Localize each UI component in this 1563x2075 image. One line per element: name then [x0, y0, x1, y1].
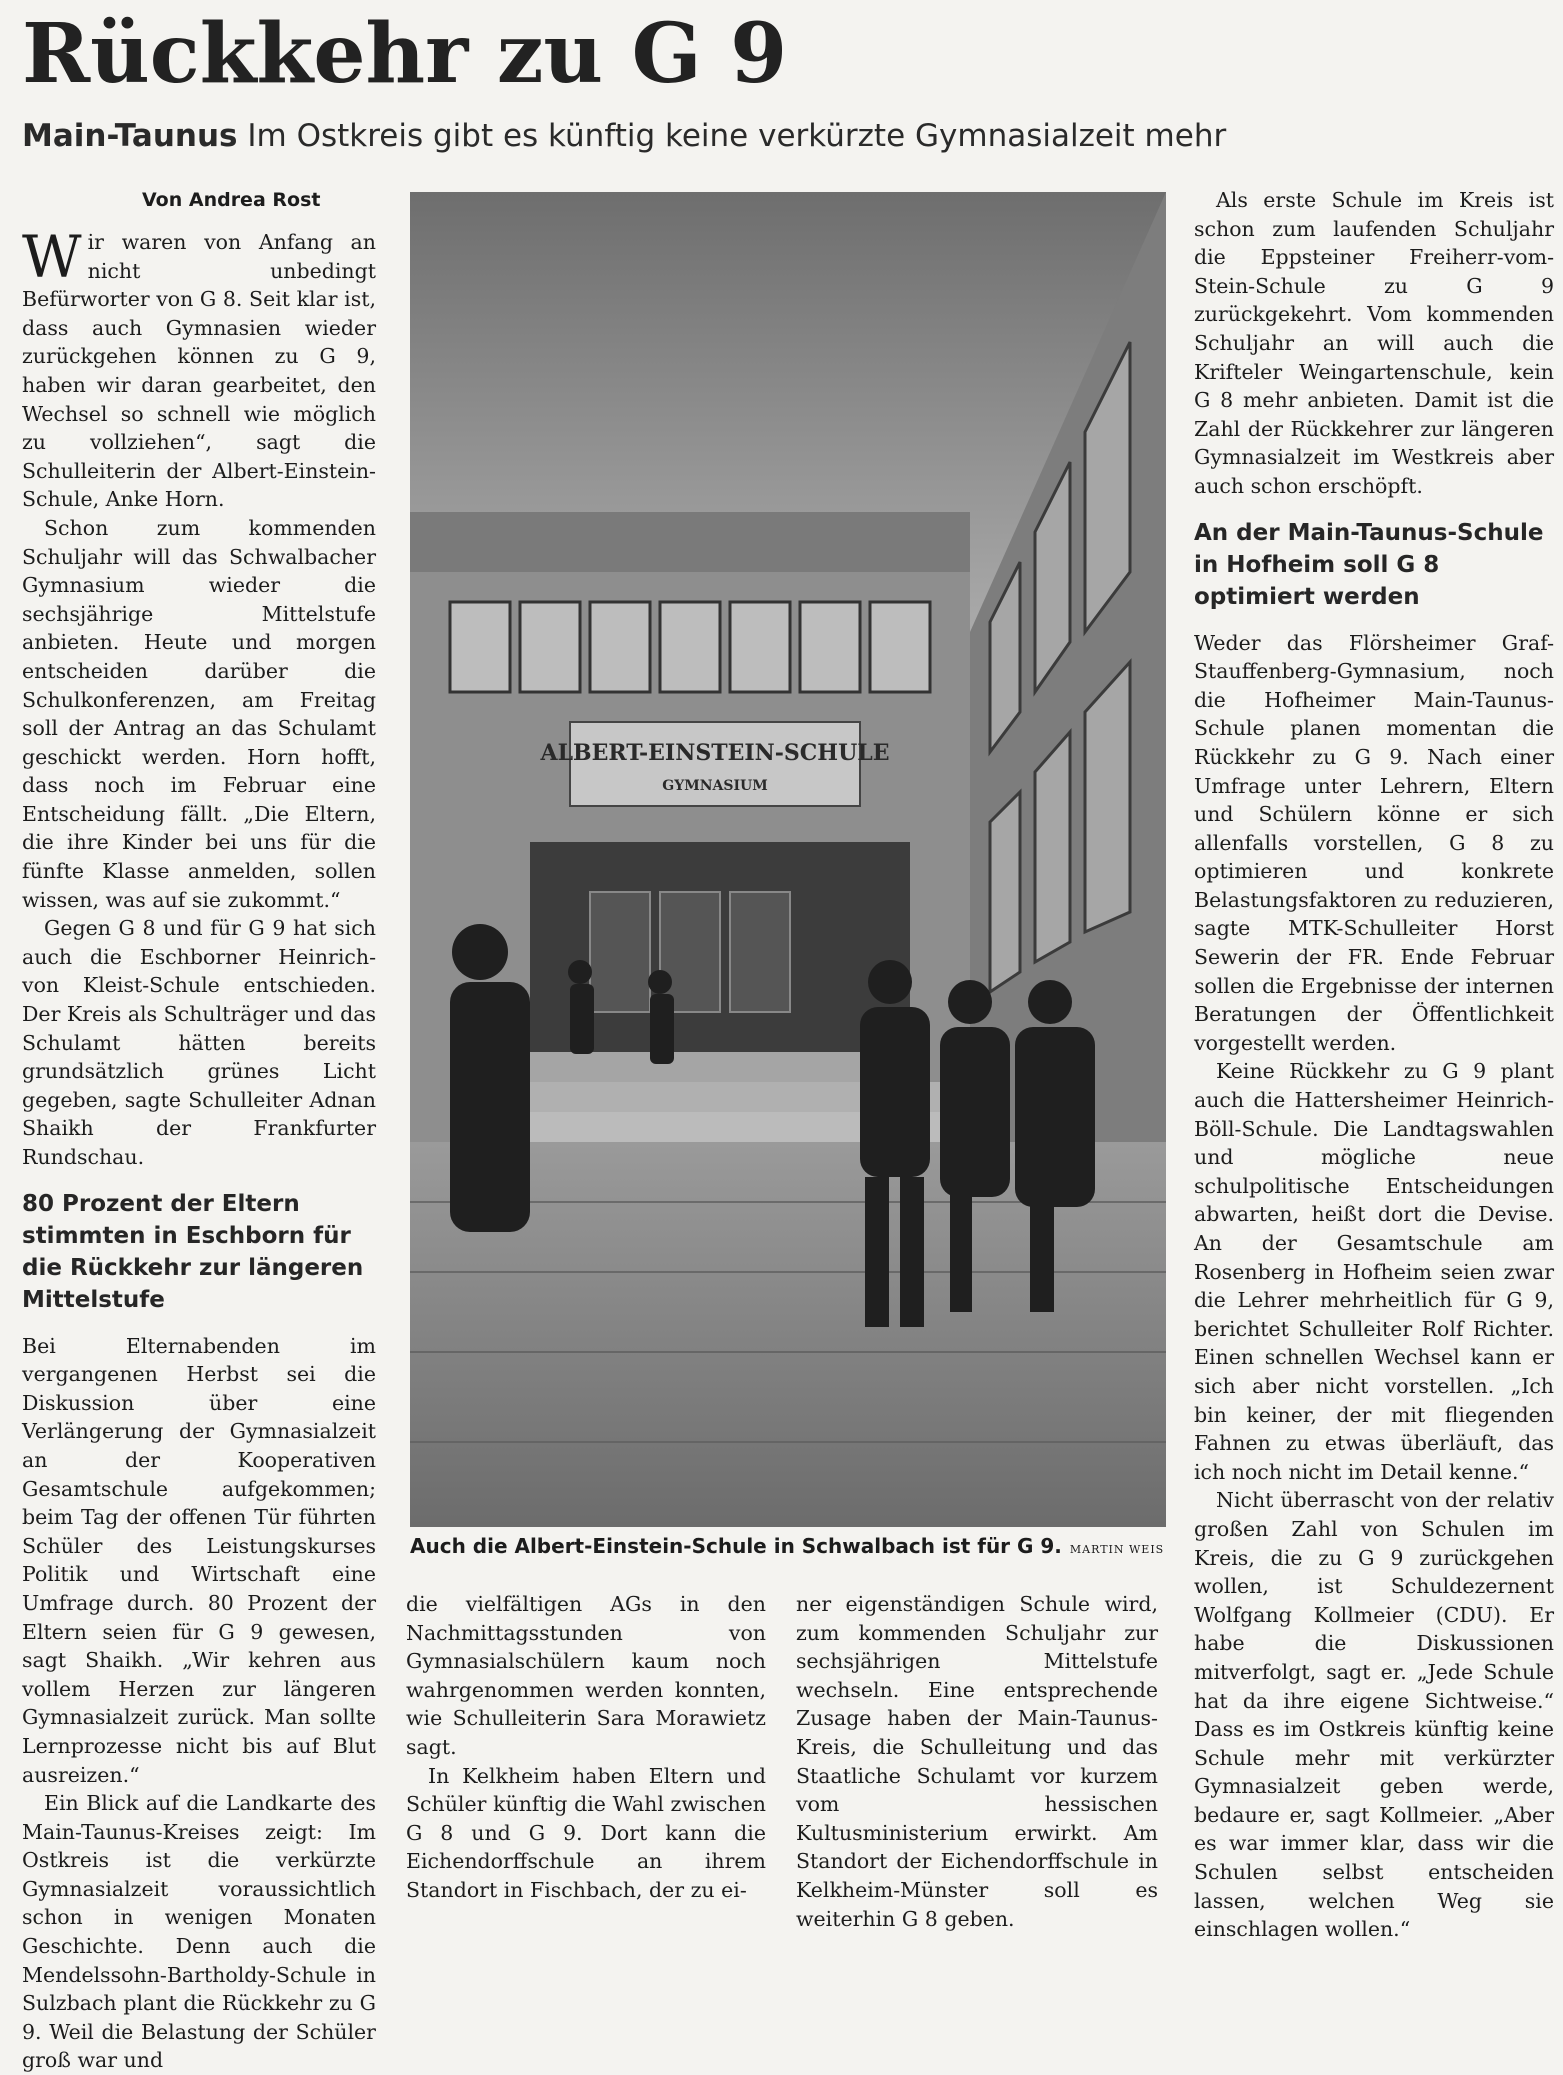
paragraph: Als erste Schule im Kreis ist schon zum laufenden Schuljahr die Eppsteiner Freiherr-vom-Stein-Schule zu G 9 zurückgekehrt. Vom kommenden Schuljahr an will auch die Krifteler Weingartenschule, kein G 8 mehr anbieten. Damit ist die Zahl der Rückkehrer zur längeren Gymnasialzeit im Westkreis aber auch schon erschöpft.: [1194, 188, 1554, 498]
paragraph: [22, 223, 376, 514]
paragraph: Schon zum kommenden Schuljahr will das Schwalbacher Gymnasium wieder die sechsjährige Mittelstufe anbieten. Heute und morgen entscheiden darüber die Schulkonferenzen, am Freitag soll der Antrag an das Schulamt geschickt werden. Horn hofft, dass noch im Februar eine Entscheidung fällt. „Die Eltern, die ihre Kinder bei uns für die fünfte Klasse anmelden, sollen wissen, was auf sie zukommt.“: [22, 515, 376, 912]
paragraph: In Kelkheim haben Eltern und Schüler künftig die Wahl zwischen G 8 und G 9. Dort kann die Eichendorffschule an ihrem Standort in Fischbach, der zu ei-: [406, 1763, 766, 1902]
paragraph: Gegen G 8 und für G 9 hat sich auch die Eschborner Heinrich-von Kleist-Schule entschieden. Der Kreis als Schulträger und das Schulamt hätten bereits grundsätzlich grünes Licht gegeben, sagte Schulleiter Adnan Shaikh der Frankfurter Rundschau.: [22, 916, 376, 1169]
paragraph: Bei Elternabenden im vergangenen Herbst sei die Diskussion über eine Verlängerung der Gymnasialzeit an der Kooperativen Gesamtschule aufgekommen; beim Tag der offenen Tür führten Schüler des Leistungskurses Politik und Wirtschaft eine Umfrage durch. 80 Prozent der Eltern seien für G 9 gewesen, sagt Shaikh. „Wir kehren aus vollem Herzen zur längeren Gymnasialzeit zurück. Man sollte Lernprozesse nicht bis auf Blut ausreizen.“: [22, 1333, 376, 1787]
subheadline-text: Im Ostkreis gibt es künftig keine verkürzte Gymnasialzeit mehr: [247, 118, 1227, 154]
paragraph: Ein Blick auf die Landkarte des Main-Taunus-Kreises zeigt: Im Ostkreis ist die verkürzte Gymnasialzeit voraussichtlich schon in wenigen Monaten Geschichte. Denn auch die Mendelssohn-Bartholdy-Schule in Sulzbach plant die Rückkehr zu G 9. Weil die Belastung der Schüler groß war und: [22, 1791, 376, 2073]
photo-caption: [410, 1532, 1170, 1564]
article-column-4: [1194, 186, 1554, 1942]
article-column-2: [406, 1590, 766, 1902]
paragraph: die vielfältigen AGs in den Nachmittagsstunden von Gymnasialschülern kaum noch wahrgenommen werden konnten, wie Schulleiterin Sara Morawietz sagt.: [406, 1592, 766, 1759]
sign-sub-text: GYMNASIUM: [662, 778, 768, 794]
dropcap: W: [22, 223, 82, 291]
paragraph-text: ir waren von Anfang an nicht unbedingt Befürworter von G 8. Seit klar ist, dass auch Gymnasien wieder zurückgehen können zu G 9, haben wir daran gearbeitet, den Wechsel so schnell wie möglich zu vollziehen“, sagt die Schulleiterin der Albert-Einstein-Schule, Anke Horn.: [22, 230, 376, 512]
section-subhead: An der Main-Taunus-Schule in Hofheim soll G 8 optimiert werden: [1194, 519, 1544, 610]
article-column-3: [796, 1590, 1158, 1931]
photo-credit: MARTIN WEIS: [1069, 1543, 1165, 1556]
article-column-1: [22, 186, 376, 2073]
subheadline: [22, 116, 1542, 156]
section-subhead: 80 Prozent der Eltern stimmten in Eschborn für die Rückkehr zur längeren Mittelstufe: [22, 1190, 364, 1313]
sign-main-text: ALBERT-EINSTEIN-SCHULE: [540, 740, 890, 766]
school-photo: [410, 192, 1166, 1527]
paragraph: Weder das Flörsheimer Graf-Stauffenberg-Gymnasium, noch die Hofheimer Main-Taunus-Schule planen momentan die Rückkehr zu G 9. Nach einer Umfrage unter Lehrern, Eltern und Schülern könne er sich allenfalls vorstellen, G 8 zu optimieren und konkrete Belastungsfaktoren zu reduzieren, sagte MTK-Schulleiter Horst Sewerin der FR. Ende Februar sollen die Ergebnisse der internen Beratungen der Öffentlichkeit vorgestellt werden.: [1194, 630, 1554, 1055]
school-photo-illustration: [410, 192, 1166, 1527]
paragraph: Nicht überrascht von der relativ großen Zahl von Schulen im Kreis, die zu G 9 zurückgehen wollen, ist Schuldezernent Wolfgang Kollmeier (CDU). Er habe die Diskussionen mitverfolgt, sagt er. „Jede Schule hat da ihre eigene Sichtweise.“ Dass es im Ostkreis künftig keine Schule mehr mit verkürzter Gymnasialzeit geben werde, bedaure er, sagt Kollmeier. „Aber es war immer klar, dass wir die Schulen selbst entscheiden lassen, welchen Weg sie einschlagen wollen.“: [1194, 1488, 1554, 1942]
byline: Von Andrea Rost: [142, 189, 321, 211]
paragraph: Keine Rückkehr zu G 9 plant auch die Hattersheimer Heinrich-Böll-Schule. Die Landtagswahlen und mögliche neue schulpolitische Entscheidungen abwarten, heißt dort die Devise. An der Gesamtschule am Rosenberg in Hofheim seien zwar die Lehrer mehrheitlich für G 9, berichtet Schulleiter Rolf Richter. Einen schnellen Wechsel kann er sich aber nicht vorstellen. „Ich bin keiner, der mit fliegenden Fahnen zu etwas überläuft, das ich noch nicht im Detail kenne.“: [1194, 1059, 1554, 1484]
paragraph: ner eigenständigen Schule wird, zum kommenden Schuljahr zur sechsjährigen Mittelstufe wechseln. Eine entsprechende Zusage haben der Main-Taunus-Kreis, die Schulleitung und das Staatliche Schulamt vor kurzem vom hessischen Kultusministerium erwirkt. Am Standort der Eichendorffschule in Kelkheim-Münster soll es weiterhin G 8 geben.: [796, 1592, 1158, 1931]
headline: Rückkehr zu G 9: [22, 6, 788, 102]
caption-text: Auch die Albert-Einstein-Schule in Schwalbach ist für G 9.: [410, 1534, 1062, 1558]
kicker: Main-Taunus: [22, 118, 238, 154]
